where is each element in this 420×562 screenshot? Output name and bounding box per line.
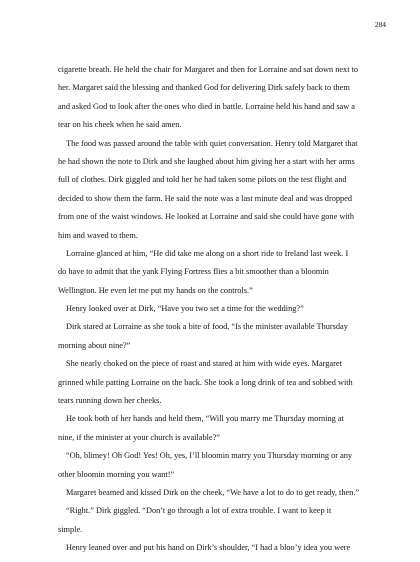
- text-line: cigarette breath. He held the chair for Margaret and then for Lorraine and sat down next to: [58, 65, 359, 74]
- text-line: He took both of her hands and held them, “Will you marry me Thursday morning at: [66, 414, 344, 424]
- text-line: grinned while patting Lorraine on the back. She took a long drink of tea and sobbed with: [58, 377, 353, 387]
- text-line: her. Margaret said the blessing and thanked God for delivering Dirk safely back to them: [58, 83, 350, 93]
- text-line: Dirk stared at Lorraine as she took a bite of food, “Is the minister available Thursday: [66, 322, 348, 332]
- text-line: other bloomin morning you want!”: [58, 469, 175, 479]
- text-line: “Oh, blimey! Oh God! Yes! Oh, yes, I’ll bloomin marry you Thursday morning or any: [66, 451, 353, 461]
- body-text: [58, 65, 376, 562]
- text-line: Lorraine glanced at him, “He did take me along on a short ride to Ireland last week. I: [66, 248, 349, 258]
- text-line: Henry leaned over and put his hand on Dirk’s shoulder, “I had a bloo’y idea you were: [66, 543, 351, 553]
- text-line: from one of the waist windows. He looked at Lorraine and said she could have gone with: [58, 212, 355, 222]
- text-line: Margaret beamed and kissed Dirk on the cheek, “We have a lot to do to get ready, then.”: [66, 487, 360, 497]
- text-line: full of clothes. Dirk giggled and told her he had taken some pilots on the test flight and: [58, 175, 347, 185]
- text-line: The food was passed around the table with quiet conversation. Henry told Margaret that: [66, 138, 358, 148]
- text-line: “Right.” Dirk giggled. “Don’t go through a lot of extra trouble. I want to keep it: [66, 506, 332, 516]
- text-line: She nearly choked on the piece of roast and stared at him with wide eyes. Margaret: [66, 359, 342, 369]
- text-line: he had shown the note to Dirk and she laughed about him giving her a start with her arms: [58, 156, 355, 166]
- text-line: him and waved to them.: [58, 230, 138, 240]
- text-line: Henry looked over at Dirk, “Have you two set a time for the wedding?”: [66, 304, 304, 314]
- text-line: simple.: [58, 524, 83, 534]
- text-line: tears running down her cheeks.: [58, 396, 162, 406]
- text-line: tear on his cheek when he said amen.: [58, 120, 182, 130]
- text-line: and asked God to look after the ones who died in battle. Lorraine held his hand and saw a: [58, 101, 355, 111]
- text-line: decided to show them the farm. He said the note was a last minute deal and was dropped: [58, 193, 352, 203]
- page-number: 284: [374, 20, 386, 29]
- text-line: nine, if the minister at your church is available?”: [58, 432, 220, 442]
- text-line: Wellington. He even let me put my hands on the controls.”: [58, 285, 253, 295]
- text-line: morning about nine?”: [58, 340, 131, 350]
- text-line: do have to admit that the yank Flying Fortress flies a bit smoother than a bloomin: [58, 267, 329, 277]
